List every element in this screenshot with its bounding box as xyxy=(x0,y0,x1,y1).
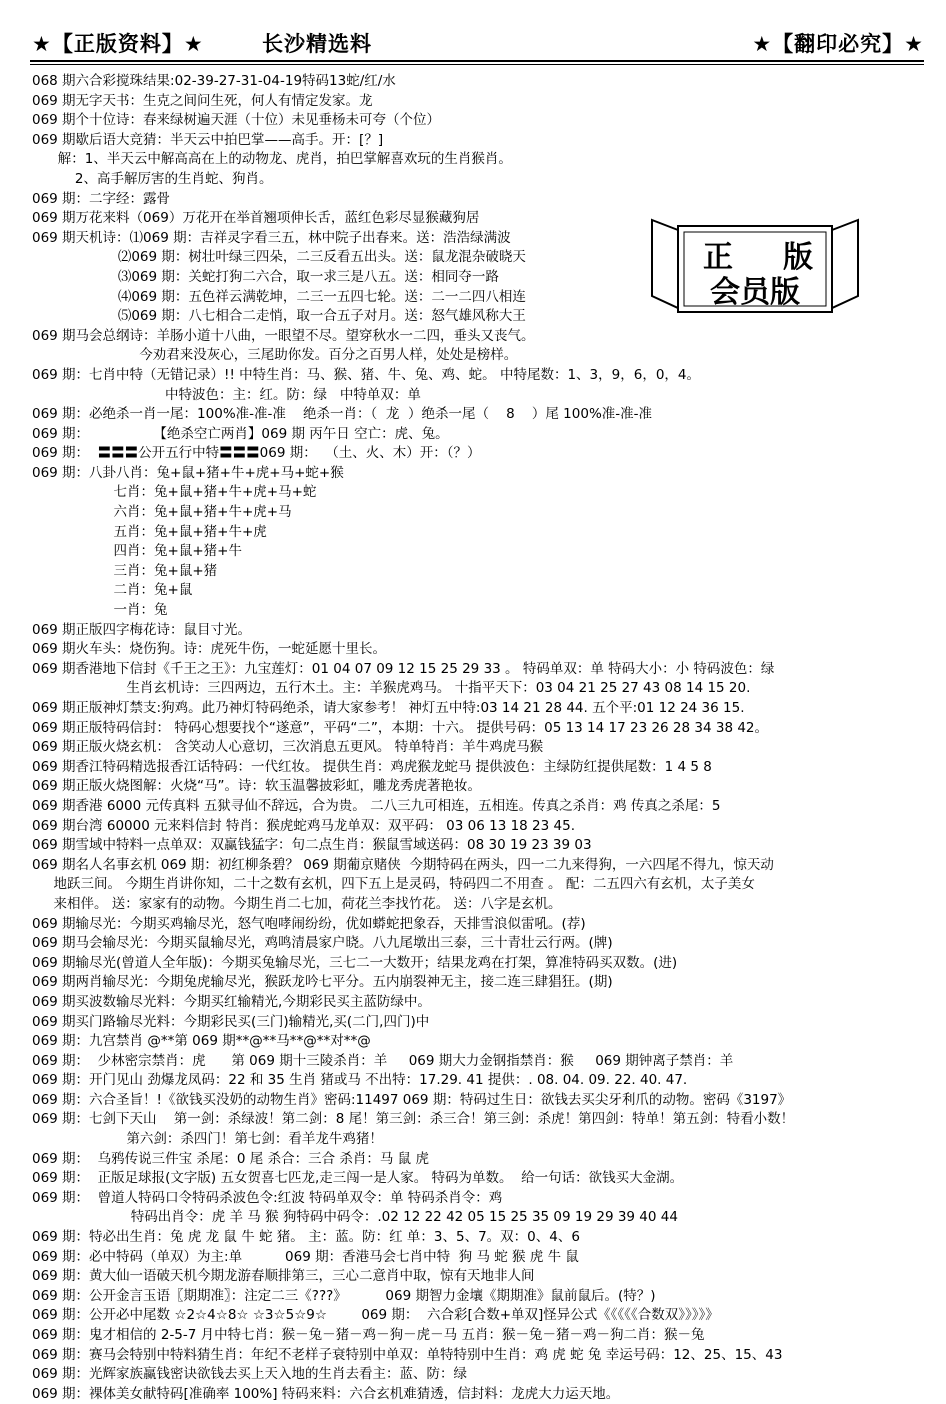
text-line: 069 期：鬼才相信的 2-5-7 月中特七肖：猴－兔－猪－鸡－狗－虎－马 五肖：猴－兔－猪－鸡－狗二肖：猴－兔 xyxy=(32,1327,705,1343)
text-line: ⑶069 期：关蛇打狗二六合，取一求三是八五。送：相同夺一路 xyxy=(32,268,499,285)
text-line: 069 期： 【绝杀空亡两肖】069 期 丙午日 空亡：虎、兔。 xyxy=(32,425,449,442)
text-line: 069 期：公开必中尾数 ☆2☆4☆8☆ ☆3☆5☆9☆ 069 期： 六合彩[合数+单双]怪异公式《《《《《合数双》》》》》 xyxy=(32,1307,719,1324)
text-line: 第六剑：杀四门！第七剑：看羊龙牛鸡猪！ xyxy=(32,1131,383,1148)
text-line: 068 期六合彩搅珠结果:02-39-27-31-04-19特码13蛇/红/水 xyxy=(32,73,396,89)
text-line: 069 期正版火烧玄机： 含笑动人心意切，三次消息五更风。 特单特肖：羊牛鸡虎马猴 xyxy=(32,739,544,756)
text-line: 069 期万花来料（069）万花开在举首翘项伸长舌，蓝红色彩尽显猴藏狗居 xyxy=(32,210,480,227)
text-line: 069 期：六合圣旨！!《欲钱买没奶的动物生肖》密码:11497 069 期：特码过生日：欲钱去买尖牙利爪的动物。密码《3197》 xyxy=(32,1091,792,1108)
text-line: 069 期：裸体美女献特码[准确率 100%] 特码来料：六合玄机难猜透，信封料：龙虎大力运天地。 xyxy=(32,1385,620,1402)
text-line: 069 期：开门见山 劲爆龙凤码：22 和 35 生肖 猪或马 不出特：17.29. 41 提供：. 08. 04. 09. 22. 40. 47. xyxy=(32,1072,688,1089)
text-line: 069 期个十位诗：春来绿树遍天涯（十位）未见垂杨未可夸（个位） xyxy=(32,112,441,129)
text-line: 069 期正版特码信封： 特码心想要找个“遂意”，平码“二”，本期：十六。 提供号码：05 13 14 17 23 26 28 34 38 42。 xyxy=(32,719,769,736)
stamp-char-right: 版 xyxy=(783,240,813,275)
header-left-banner: ★【正版资料】★ xyxy=(32,32,204,56)
text-line: 069 期：九宫禁肖 @**第 069 期**@**马**@**对**@ xyxy=(32,1033,371,1050)
text-line: 一肖：兔 xyxy=(32,602,168,619)
text-line: 069 期：必中特码（单双）为主:单 069 期：香港马会七肖中特 狗 马 蛇 猴 虎 牛 鼠 xyxy=(32,1248,579,1265)
stamp-char-left: 正 xyxy=(703,240,733,275)
text-line: 069 期：七肖中特（无错记录）!! 中特生肖：马、猴、猪、牛、兔、鸡、蛇。 中特尾数：1、3，9，6，0，4。 xyxy=(32,366,700,383)
text-line: 069 期雪域中特料一点单双：双赢钱猛字：句二点生肖：猴鼠雪域送码：08 30 19 23 39 03 xyxy=(32,837,592,854)
text-line: 今劝君来没灰心，三尾助你发。百分之百男人样，处处是榜样。 xyxy=(32,347,518,364)
text-line: ⑵069 期：树壮叶绿三四朵，二三反看五出头。送：鼠龙混杂破晓天 xyxy=(32,249,526,266)
text-line: 069 期火车头：烧伤狗。诗：虎死牛伤，一蛇延愿十里长。 xyxy=(32,641,387,658)
text-line: 069 期名人名事玄机 069 期：初红柳条碧？ 069 期葡京赌侠 今期特码在两头，四一二九来得狗，一六四尾不得九，惊天动 xyxy=(32,856,774,873)
text-line: 069 期： 曾道人特码口令特码杀波色令:红波 特码单双令：单 特码杀肖令：鸡 xyxy=(32,1189,503,1206)
text-line: 2、高手解厉害的生肖蛇、狗肖。 xyxy=(32,170,273,187)
text-line: 069 期： 少林密宗禁肖：虎 第 069 期十三陵杀肖：羊 069 期大力金钢指禁肖：猴 069 期钟离子禁肖：羊 xyxy=(32,1052,734,1069)
text-line: 069 期： 正版足球报(文字版) 五女贺喜七匹龙,走三闯一是人家。 特码为单数。 给一句话：欲钱买大金湖。 xyxy=(32,1170,684,1187)
text-line: 069 期： 〓〓〓公开五行中特〓〓〓069 期： （土、火、木）开：（？） xyxy=(32,445,481,462)
header-rule-top xyxy=(30,60,924,62)
text-line: 069 期正版神灯禁支:狗鸡。此乃神灯特码绝杀，请大家参考！ 神灯五中特:03 14 21 28 44. 五个平:01 12 24 36 15. xyxy=(32,700,745,716)
text-line: 069 期正版火烧图解：火烧“马”。诗：软玉温馨披彩虹，雕龙秀虎著艳妆。 xyxy=(32,778,482,795)
text-line: 069 期马会输尽光：今期买鼠输尽光，鸡鸣清晨家户晓。八九尾墩出三泰，三十青壮云行两。(牌) xyxy=(32,935,613,952)
text-line: 特码出肖令：虎 羊 马 猴 狗特码中码令：.02 12 22 42 05 15 25 35 09 19 29 39 40 44 xyxy=(32,1209,678,1226)
text-line: 七肖：兔+鼠+猪+牛+虎+马+蛇 xyxy=(32,484,317,501)
text-line: 二肖：兔+鼠 xyxy=(32,582,193,599)
member-edition-stamp xyxy=(648,212,862,324)
text-line: 069 期：二字经：露骨 xyxy=(32,190,171,207)
text-line: 069 期两肖输尽光：今期兔虎输尽光，猴跃龙吟七平分。五内崩裂神无主，接二连三肆猖狂。(期) xyxy=(32,974,613,991)
text-line: 五肖：兔+鼠+猪+牛+虎 xyxy=(32,523,267,540)
text-line: 069 期香港 6000 元传真料 五狱寻仙不辞远，合为贵。 二八三九可相连，五相连。传真之杀肖：鸡 传真之杀尾：5 xyxy=(32,797,721,814)
text-line: 069 期香港地下信封《千王之王》：九宝莲灯：01 04 07 09 12 15 25 29 33 。 特码单双：单 特码大小：小 特码波色：绿 xyxy=(32,660,775,677)
text-line: 069 期：黄大仙一语破天机今期龙游春顺排第三，三心二意肖中取，惊有天地非人间 xyxy=(32,1268,535,1285)
stamp-member-edition: 会员版 xyxy=(710,275,800,310)
text-line: 069 期：光辉家族赢钱密诀欲钱去买上天入地的生肖去看主：蓝、防：绿 xyxy=(32,1366,468,1383)
text-line: ⑸069 期：八七相合二走悄，取一合五子对月。送：怒气雄风称大王 xyxy=(32,308,526,325)
text-line: 四肖：兔+鼠+猪+牛 xyxy=(32,543,242,560)
text-line: 解：1、半天云中解高高在上的动物龙、虎肖，拍巴掌解喜欢玩的生肖猴肖。 xyxy=(32,151,512,168)
text-line: 069 期：八卦八肖：兔+鼠+猪+牛+虎+马+蛇+猴 xyxy=(32,464,344,481)
text-line: 生肖玄机诗：三四两边，五行木土。主：羊猴虎鸡马。 十指平天下：03 04 21 25 27 43 08 14 15 20. xyxy=(32,680,751,697)
header-right-banner: ★【翻印必究】★ xyxy=(752,32,924,56)
text-line: 069 期正版四字梅花诗：鼠目寸光。 xyxy=(32,621,252,638)
text-line: 地跃三间。 今期生肖讲你知，二十之数有玄机，四下五上是灵码，特码四二不用查 。 配：二五四六有玄机，太子美女 xyxy=(32,876,755,893)
text-line: 069 期：必绝杀一肖一尾：100%准-准-准 绝杀一肖：（ 龙 ）绝杀一尾（ 8 ）尾 100%准-准-准 xyxy=(32,406,653,423)
text-line: 069 期天机诗：⑴069 期：吉祥灵字看三五，林中院子出春来。送：浩浩绿满波 xyxy=(32,229,511,246)
text-line: 069 期：公开金言玉语〖期期准〗：注定二三《???》 069 期智力金壤《期期准》鼠前鼠后。(特？) xyxy=(32,1287,656,1304)
text-line: 069 期输尽光(曾道人全年版)：今期买兔输尽光，三七二一大数开；结果龙鸡在打架，算准特码买双数。(进) xyxy=(32,954,678,971)
text-line: 069 期歇后语大竞猜：半天云中拍巴掌——高手。开：[？] xyxy=(32,131,384,148)
header-rule-bottom xyxy=(30,64,924,65)
text-line: 六肖：兔+鼠+猪+牛+虎+马 xyxy=(32,504,292,521)
text-line: 中特波色：主：红。防：绿 中特单双：单 xyxy=(32,386,421,403)
text-line: 069 期买门路输尽光料：今期彩民买(三门)输精光,买(二门,四门)中 xyxy=(32,1013,430,1030)
text-line: 069 期：特必出生肖：兔 虎 龙 鼠 牛 蛇 猪。 主：蓝。防：红 单：3、5、7。双：0、4、6 xyxy=(32,1229,580,1246)
text-line: 069 期：赛马会特别中特料猜生肖：年纪不老样子衰特别中单双：单特特别中生肖：鸡 虎 蛇 兔 幸运号码：12、25、15、43 xyxy=(32,1346,783,1363)
text-line: 069 期无字天书：生克之间问生死，何人有情定发家。龙 xyxy=(32,92,373,109)
text-line: 来相伴。 送：家家有的动物。今期生肖二七加，荷花兰李找竹花。 送：八字是玄机。 xyxy=(32,895,562,912)
page-title: 长沙精选料 xyxy=(262,32,372,56)
text-line: ⑷069 期：五色祥云满乾坤，二三一五四七轮。送：二一二四八相连 xyxy=(32,288,526,305)
text-line: 三肖：兔+鼠+猪 xyxy=(32,562,218,579)
text-line: 069 期香江特码精选报香江话特码：一代红妆。 提供生肖：鸡虎猴龙蛇马 提供波色：主绿防红提供尾数：1 4 5 8 xyxy=(32,758,712,775)
text-line: 069 期输尽光：今期买鸡输尽光，怒气咆哮闹纷纷，优如蟒蛇把象吞，天排雪浪似雷吼。(荐) xyxy=(32,915,586,932)
text-line: 069 期台湾 60000 元来料信封 特肖：猴虎蛇鸡马龙单双：双平码： 03 06 13 18 23 45. xyxy=(32,817,575,834)
text-line: 069 期买波数输尽光料：今期买红输精光,今期彩民买主蓝防绿中。 xyxy=(32,993,431,1010)
text-line: 069 期马会总纲诗：羊肠小道十八曲，一眼望不尽。望穿秋水一二四，垂头又丧气。 xyxy=(32,327,535,344)
text-line: 069 期： 乌鸦传说三件宝 杀尾：0 尾 杀合：三合 杀肖：马 鼠 虎 xyxy=(32,1150,429,1167)
text-line: 069 期：七剑下天山 第一剑：杀绿波！第二剑：8 尾！第三剑：杀三合！第三剑：杀虎！第四剑：特单！第五剑：特看小数！ xyxy=(32,1111,795,1128)
